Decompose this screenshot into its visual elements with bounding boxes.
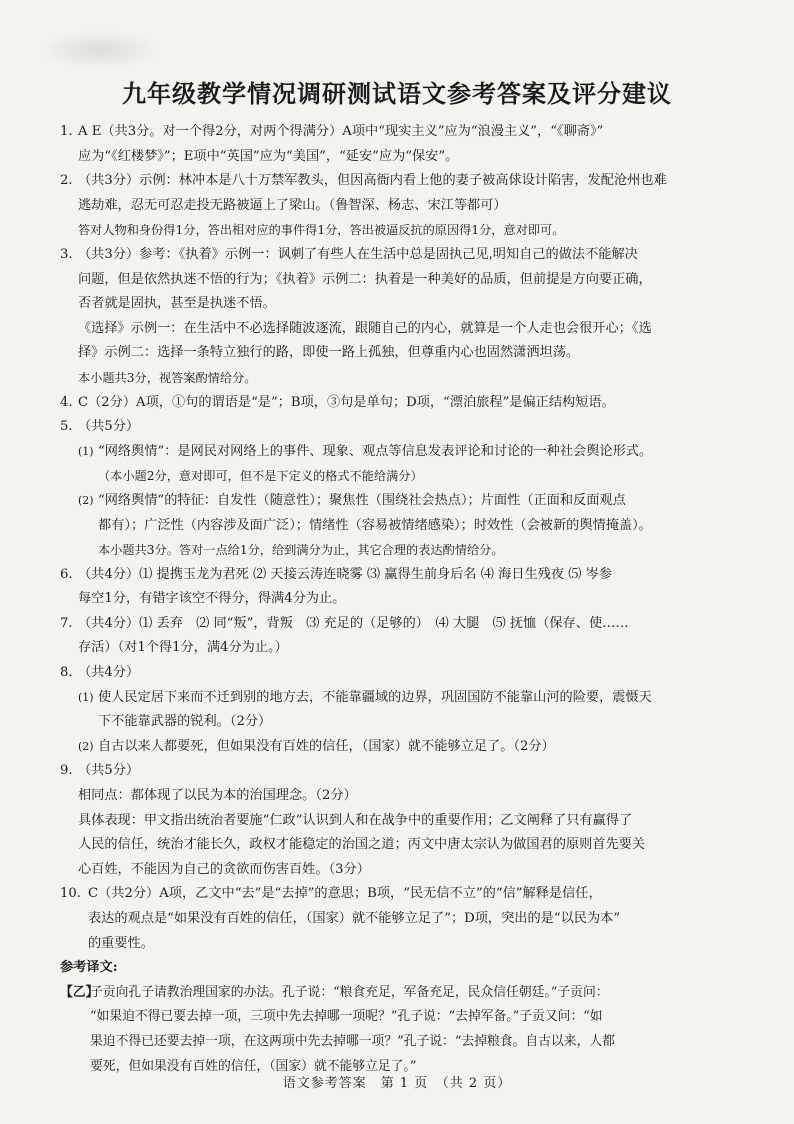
answer-line: C（2分）A项，①句的谓语是“是”；B项，③句是单句；D项，“漂泊旅程”是偏正结构短语。 bbox=[78, 394, 615, 410]
answer-line: （共4分） bbox=[78, 665, 140, 681]
reference-label: 参考译文: bbox=[60, 960, 118, 976]
question-3 bbox=[60, 243, 740, 391]
question-8-part-1 bbox=[60, 686, 740, 735]
answer-line: 自古以来人都要死，但如果没有百姓的信任，（国家）就不能够立足了。（2分） bbox=[98, 738, 555, 754]
answer-line: 应为“《红楼梦》”；E项中“英国”应为“美国”，“延安”应为“保安”。 bbox=[78, 148, 459, 164]
answer-line: 相同点：都体现了以民为本的治国理念。（2分） bbox=[78, 788, 357, 804]
scan-smudge bbox=[40, 30, 160, 70]
answer-line: （共4分）⑴ 丢弃 ⑵ 同“叛”，背叛 ⑶ 充足的（足够的） ⑷ 大腿 ⑸ 抚恤（保存、使…… bbox=[78, 615, 629, 631]
question-8 bbox=[60, 661, 740, 686]
question-7 bbox=[60, 612, 740, 661]
answer-line: 下不能靠武器的锐利。（2分） bbox=[98, 714, 272, 730]
question-number: 2. bbox=[60, 173, 73, 189]
answer-line: （共3分）参考：《执着》示例一：讽刺了有些人在生活中总是固执己见,明知自己的做法不能解决 bbox=[78, 246, 638, 262]
question-5 bbox=[60, 415, 740, 440]
answer-line: C（共2分）A项，乙文中“去”是“去掉”的意思；B项，“民无信不立”的“信”解释是信任， bbox=[88, 886, 602, 902]
question-number: 1. bbox=[60, 124, 73, 139]
answer-line: （共4分）⑴ 提携玉龙为君死 ⑵ 天接云涛连晓雾 ⑶ 赢得生前身后名 ⑷ 海日生残夜 ⑸ 岑参 bbox=[78, 566, 613, 582]
answer-line: 的重要性。 bbox=[88, 935, 154, 951]
page-title: 九年级教学情况调研测试语文参考答案及评分建议 bbox=[122, 80, 672, 108]
question-2 bbox=[60, 169, 740, 243]
question-number: 6. bbox=[60, 566, 73, 582]
answer-line: 存活）（对1个得1分，满4分为止。） bbox=[78, 640, 288, 656]
question-9 bbox=[60, 759, 740, 882]
answer-line: 《选择》示例一：在生活中不必选择随波逐流，跟随自己的内心，就算是一个人走也会很开心；《选 bbox=[78, 320, 652, 336]
reference-translation bbox=[60, 981, 740, 1079]
answer-line: “网络舆情”的特征：自发性（随意性）；聚焦性（围绕社会热点）；片面性（正面和反面观点 bbox=[98, 492, 626, 508]
sub-number: (1) bbox=[78, 444, 94, 458]
page-footer: 语文参考答案 第 1 页 （共 2 页） bbox=[282, 1076, 512, 1091]
answer-line: 人民的信任，统治才能长久，政权才能稳定的治国之道；丙文中唐太宗认为做国君的原则首先要关 bbox=[78, 837, 646, 853]
translation-line: 要死，但如果没有百姓的信任，（国家）就不能够立足了。” bbox=[90, 1058, 417, 1074]
sub-number: (1) bbox=[78, 690, 94, 704]
answer-line: 具体表现：甲文指出统治者要施“仁政”认识到人和在战争中的重要作用；乙文阐释了只有赢得了 bbox=[78, 812, 633, 828]
scoring-note: 答对人物和身份得1分，答出相对应的事件得1分，答出被逼反抗的原因得1分，意对即可。 bbox=[78, 223, 565, 238]
question-number: 9. bbox=[60, 763, 73, 779]
question-1 bbox=[60, 120, 740, 169]
scoring-note: （本小题2分，意对即可，但不是下定义的格式不能给满分） bbox=[98, 469, 423, 484]
question-number: 8. bbox=[60, 665, 73, 681]
scoring-note: 本小题共3分。答对一点给1分，给到满分为止，其它合理的表达酌情给分。 bbox=[98, 543, 504, 558]
answer-line: （共5分） bbox=[78, 763, 140, 779]
question-number: 5. bbox=[60, 419, 73, 435]
answer-line: 心百姓，不能因为自己的贪欲而伤害百姓。（3分） bbox=[78, 861, 370, 877]
answer-line: 表达的观点是“如果没有百姓的信任，（国家）就不能够立足了”；D项，突出的是“以民为本” bbox=[88, 911, 621, 926]
answer-line: （共3分）示例：林冲本是八十万禁军教头，但因高衙内看上他的妻子被高俅设计陷害，发配沧州也难 bbox=[78, 173, 667, 189]
answer-line: 逃劫难，忍无可忍走投无路被逼上了梁山。（鲁智深、杨志、宋江等都可） bbox=[78, 197, 507, 213]
answer-line: 否者就是固执，甚至是执迷不悟。 bbox=[78, 296, 276, 312]
passage-tag: 【乙】 bbox=[60, 984, 99, 1000]
answer-line: 问题，但是依然执迷不悟的行为；《执着》示例二：执着是一种美好的品质，但前提是方向要正确， bbox=[78, 271, 652, 287]
answer-line: 择》示例二：选择一条特立独行的路，即使一路上孤独，但尊重内心也固然潇洒坦荡。 bbox=[78, 345, 580, 361]
answer-line: 使人民定居下来而不迁到别的地方去，不能靠疆域的边界，巩固国防不能靠山河的险要，震慑天 bbox=[98, 689, 652, 705]
question-6 bbox=[60, 563, 740, 612]
answer-line: “网络舆情”：是网民对网络上的事件、现象、观点等信息发表评论和讨论的一种社会舆论形式。 bbox=[98, 443, 653, 459]
sub-number: (2) bbox=[78, 493, 94, 507]
question-number: 3. bbox=[60, 246, 73, 262]
scoring-note: 本小题共3分，视答案酌情给分。 bbox=[78, 370, 257, 385]
answer-line: （共5分） bbox=[78, 419, 140, 435]
translation-line: “如果迫不得已要去掉一项，三项中先去掉哪一项呢？”孔子说：“去掉军备。”子贡又问：“如 bbox=[90, 1009, 603, 1025]
answer-line: A E（共3分。对一个得2分，对两个得满分）A项中“现实主义”应为“浪漫主义”，“《聊斋》” bbox=[78, 124, 604, 139]
answer-line: 每空1分，有错字该空不得分，得满4分为止。 bbox=[78, 591, 346, 607]
translation-line: 果迫不得已还要去掉一项，在这两项中先去掉哪一项？”孔子说：“去掉粮食。自古以来，人都 bbox=[90, 1033, 615, 1049]
question-4 bbox=[60, 391, 740, 416]
answer-content bbox=[60, 120, 740, 1079]
sub-number: (2) bbox=[78, 739, 94, 753]
question-number: 7. bbox=[60, 615, 73, 631]
question-number: 4. bbox=[60, 394, 73, 410]
question-5-part-2 bbox=[60, 489, 740, 563]
translation-line: 子贡向孔子请教治理国家的办法。孔子说：“粮食充足，军备充足，民众信任朝廷。”子贡问： bbox=[90, 984, 609, 1000]
question-8-part-2 bbox=[60, 735, 740, 760]
question-10 bbox=[60, 882, 740, 956]
answer-line: 都有）；广泛性（内容涉及面广泛）；情绪性（容易被情绪感染）；时效性（会被新的舆情掩盖）。 bbox=[98, 517, 652, 533]
question-number: 10. bbox=[60, 886, 81, 902]
question-5-part-1 bbox=[60, 440, 740, 489]
